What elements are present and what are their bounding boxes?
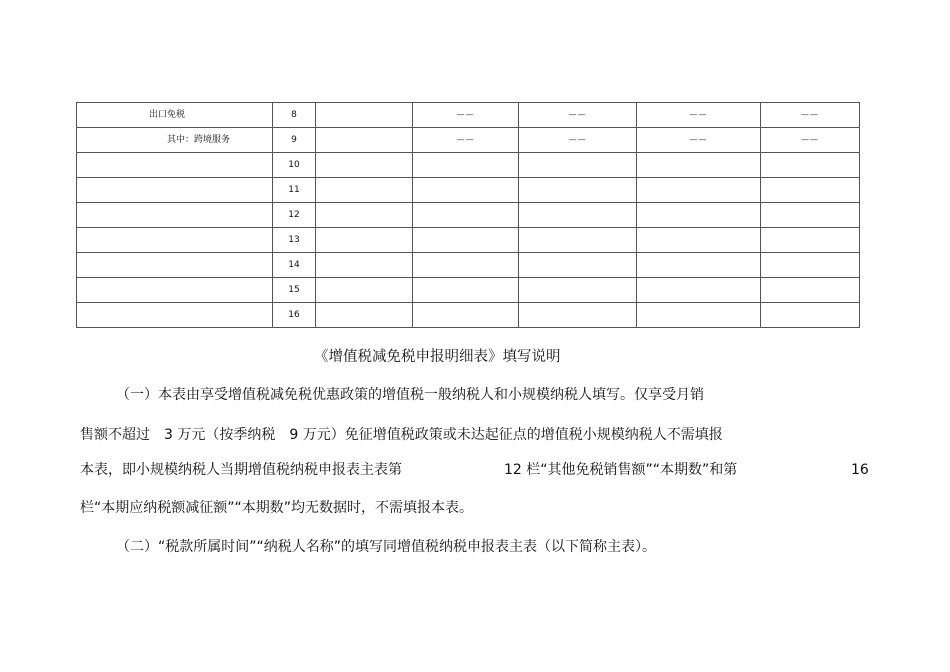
value-cell [316,128,413,153]
paragraph-1-line-2: 售额不超过 3 万元（按季纳税 9 万元）免征增值税政策或未达起征点的增值税小规模纳税人不需填报 [80,427,723,443]
value-cell [519,303,637,328]
value-cell [637,278,761,303]
value-cell [316,228,413,253]
value-cell [637,203,761,228]
line-number-cell: 10 [273,153,316,178]
table-row [77,203,860,228]
row-name-cell [77,253,273,278]
value-cell [413,253,519,278]
value-cell [637,303,761,328]
line-number-cell: 13 [273,228,316,253]
table-row [77,303,860,328]
section-title: 《增值税减免税申报明细表》填写说明 [314,349,561,365]
not-applicable-cell: —— [413,128,519,153]
value-cell [761,228,860,253]
value-cell [413,278,519,303]
not-applicable-cell: —— [637,103,761,128]
value-cell [316,203,413,228]
line-number-cell: 8 [273,103,316,128]
paragraph-1-line-3-part-a: 本表，即小规模纳税人当期增值税纳税申报表主表第 [80,462,402,478]
line-number-cell: 16 [273,303,316,328]
paragraph-2: （二）“税款所属时间”“纳税人名称”的填写同增值税纳税申报表主表（以下简称主表）。 [116,539,657,555]
value-cell [637,153,761,178]
not-applicable-cell: —— [761,103,860,128]
row-name-cell: 出口免税 [77,103,273,128]
not-applicable-cell: —— [519,128,637,153]
value-cell [519,228,637,253]
value-cell [413,228,519,253]
row-name-cell [77,203,273,228]
line-number-cell: 9 [273,128,316,153]
table-row [77,178,860,203]
not-applicable-cell: —— [637,128,761,153]
value-cell [761,178,860,203]
tax-relief-table [76,102,860,328]
value-cell [413,153,519,178]
value-cell [413,203,519,228]
value-cell [761,153,860,178]
value-cell [519,203,637,228]
value-cell [637,178,761,203]
value-cell [637,228,761,253]
paragraph-1-line-1: （一）本表由享受增值税减免税优惠政策的增值税一般纳税人和小规模纳税人填写。仅享受月销 [116,387,704,403]
value-cell [316,278,413,303]
not-applicable-cell: —— [761,128,860,153]
value-cell [519,278,637,303]
value-cell [761,278,860,303]
line-number-cell: 12 [273,203,316,228]
value-cell [316,303,413,328]
not-applicable-cell: —— [413,103,519,128]
line-number-cell: 15 [273,278,316,303]
table-row [77,228,860,253]
table-body [77,103,860,328]
value-cell [519,153,637,178]
value-cell [761,203,860,228]
value-cell [761,253,860,278]
paragraph-1-line-3-part-c: 16 [851,462,869,478]
table-row [77,128,860,153]
value-cell [413,303,519,328]
value-cell [637,253,761,278]
not-applicable-cell: —— [519,103,637,128]
value-cell [316,103,413,128]
value-cell [316,253,413,278]
line-number-cell: 14 [273,253,316,278]
row-name-cell: 其中：跨境服务 [77,128,273,153]
table-row [77,153,860,178]
value-cell [413,178,519,203]
row-name-cell [77,178,273,203]
line-number-cell: 11 [273,178,316,203]
table-row [77,253,860,278]
row-name-cell [77,228,273,253]
value-cell [761,303,860,328]
table-row [77,103,860,128]
value-cell [519,178,637,203]
value-cell [316,178,413,203]
value-cell [519,253,637,278]
row-name-cell [77,278,273,303]
value-cell [316,153,413,178]
row-name-cell [77,153,273,178]
paragraph-1-line-3-part-b: 12 栏“其他免税销售额”“本期数”和第 [504,462,738,478]
table-row [77,278,860,303]
row-name-cell [77,303,273,328]
paragraph-1-line-4: 栏“本期应纳税额减征额”“本期数”均无数据时，不需填报本表。 [80,500,474,516]
